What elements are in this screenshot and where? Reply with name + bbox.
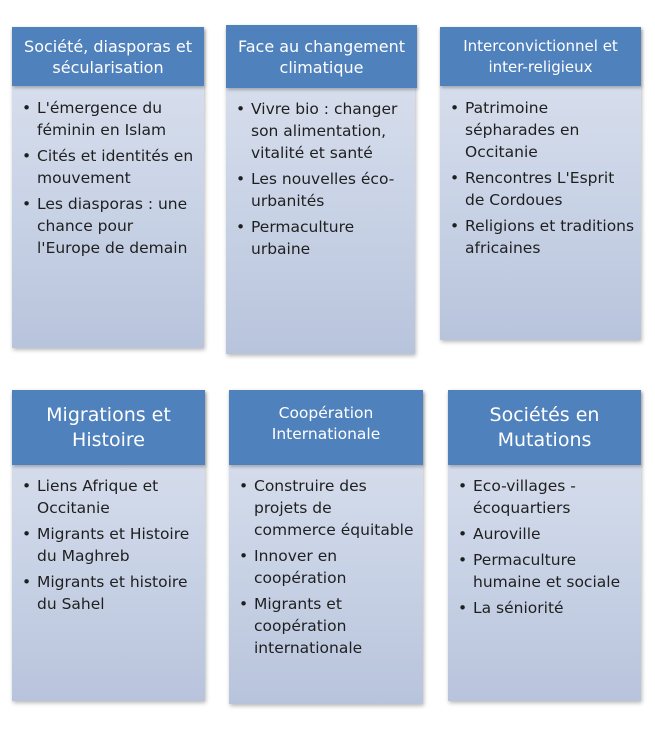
card-title: Sociétés en Mutations	[489, 403, 600, 451]
item-list	[458, 475, 635, 619]
card-header	[229, 390, 423, 465]
bullet-icon: •	[239, 477, 249, 495]
card-title: Interconvictionnel et inter-religieux	[463, 36, 618, 76]
list-item	[22, 145, 196, 189]
bullet-icon: •	[22, 573, 32, 591]
list-item-text: Permaculture urbaine	[251, 218, 355, 258]
list-item	[22, 523, 197, 567]
list-item	[236, 168, 407, 212]
bullet-icon: •	[236, 218, 246, 236]
item-list	[239, 475, 415, 659]
list-item	[458, 475, 635, 519]
list-item	[458, 549, 635, 593]
bullet-icon: •	[236, 100, 246, 118]
card-header	[12, 27, 204, 86]
list-item-text: Vivre bio : changer son alimentation, vitalité et santé	[251, 100, 398, 162]
bullet-icon: •	[22, 477, 32, 495]
list-item	[450, 97, 635, 163]
bullet-icon: •	[458, 525, 468, 543]
list-item-text: Patrimoine sépharades en Occitanie	[465, 99, 580, 161]
list-item	[22, 97, 196, 141]
item-list	[22, 97, 196, 259]
list-item-text: Migrants et coopération internationale	[254, 595, 363, 657]
card-title: Société, diasporas et sécularisation	[24, 36, 192, 77]
list-item-text: Construire des projets de commerce équitable	[254, 477, 414, 539]
card-header	[12, 390, 205, 465]
list-item-text: La séniorité	[473, 599, 564, 617]
bullet-icon: •	[458, 599, 468, 617]
list-item-text: Innover en coopération	[254, 547, 347, 587]
list-item-text: Rencontres L'Esprit de Cordoues	[465, 169, 615, 209]
list-item	[239, 475, 415, 541]
bullet-icon: •	[458, 477, 468, 495]
card-header	[440, 27, 641, 86]
bullet-icon: •	[22, 147, 32, 165]
list-item	[22, 193, 196, 259]
bullet-icon: •	[239, 595, 249, 613]
list-item-text: Auroville	[473, 525, 541, 543]
list-item	[236, 98, 407, 164]
list-item	[450, 167, 635, 211]
list-item-text: Les diasporas : une chance pour l'Europe de demain	[37, 195, 188, 257]
bullet-icon: •	[236, 170, 246, 188]
card-title: Face au changement climatique	[237, 36, 406, 77]
list-item-text: L'émergence du féminin en Islam	[37, 99, 167, 139]
list-item	[458, 597, 635, 619]
item-list	[236, 98, 407, 260]
list-item-text: Religions et traditions africaines	[465, 217, 635, 257]
list-item	[22, 571, 197, 615]
list-item	[458, 523, 635, 545]
list-item-text: Migrants et histoire du Sahel	[37, 573, 188, 613]
item-list	[450, 97, 635, 259]
bullet-icon: •	[450, 99, 460, 117]
list-item-text: Migrants et Histoire du Maghreb	[37, 525, 190, 565]
card-title: Coopération Internationale	[271, 403, 381, 443]
list-item	[236, 216, 407, 260]
card-header	[448, 390, 641, 465]
list-item-text: Cités et identités en mouvement	[37, 147, 194, 187]
card-header	[226, 25, 417, 88]
list-item-text: Les nouvelles éco-urbanités	[251, 170, 395, 210]
bullet-icon: •	[22, 99, 32, 117]
list-item	[239, 593, 415, 659]
bullet-icon: •	[458, 551, 468, 569]
bullet-icon: •	[239, 547, 249, 565]
list-item	[450, 215, 635, 259]
list-item	[239, 545, 415, 589]
list-item-text: Permaculture humaine et sociale	[473, 551, 621, 591]
list-item-text: Eco-villages - écoquartiers	[473, 477, 576, 517]
item-list	[22, 475, 197, 615]
bullet-icon: •	[450, 169, 460, 187]
bullet-icon: •	[450, 217, 460, 235]
card-title: Migrations et Histoire	[46, 403, 171, 451]
list-item-text: Liens Afrique et Occitanie	[37, 477, 159, 517]
bullet-icon: •	[22, 525, 32, 543]
list-item	[22, 475, 197, 519]
bullet-icon: •	[22, 195, 32, 213]
